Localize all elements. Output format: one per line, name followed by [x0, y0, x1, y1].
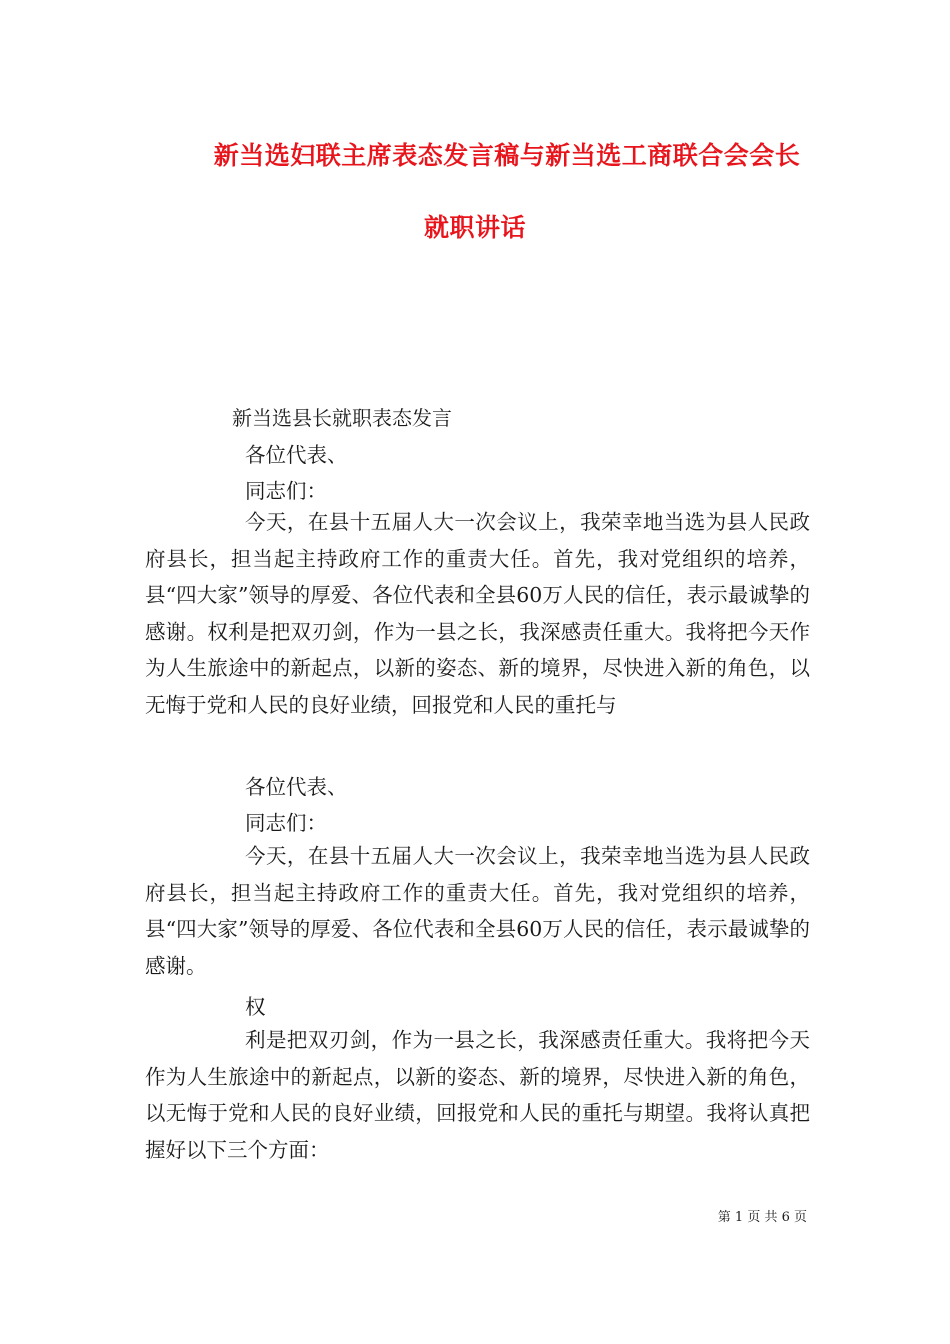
document-title-line-1: 新当选妇联主席表态发言稿与新当选工商联合会会长 [213, 141, 801, 170]
greeting-line: 同志们： [245, 479, 327, 503]
greeting-line: 各位代表、 [245, 775, 348, 799]
greeting-line: 各位代表、 [245, 443, 348, 467]
speech-subtitle: 新当选县长就职表态发言 [232, 406, 452, 430]
page-number: 第 1 页 共 6 页 [717, 1210, 807, 1225]
body-paragraph: 利是把双刃剑，作为一县之长，我深感责任重大。我将把今天作为人生旅途中的新起点，以新的姿态、新的境界，尽快进入新的角色，以无悔于党和人民的良好业绩，回报党和人民的重托与期望。我将认真把握好以下三个方面： [145, 1028, 810, 1162]
document-title-line-2: 就职讲话 [423, 213, 526, 242]
body-paragraph: 今天，在县十五届人大一次会议上，我荣幸地当选为县人民政府县长，担当起主持政府工作的重责大任。首先，我对党组织的培养，县“四大家”领导的厚爱、各位代表和全县60万人民的信任，表示最诚挚的感谢。 [145, 844, 810, 978]
body-paragraph: 今天，在县十五届人大一次会议上，我荣幸地当选为县人民政府县长，担当起主持政府工作的重责大任。首先，我对党组织的培养，县“四大家”领导的厚爱、各位代表和全县60万人民的信任，表示最诚挚的感谢。权利是把双刃剑，作为一县之长，我深感责任重大。我将把今天作为人生旅途中的新起点，以新的姿态、新的境界，尽快进入新的角色，以无悔于党和人民的良好业绩，回报党和人民的重托与 [145, 510, 810, 717]
greeting-line: 同志们： [245, 811, 327, 835]
paragraph-fragment: 权 [245, 995, 266, 1019]
